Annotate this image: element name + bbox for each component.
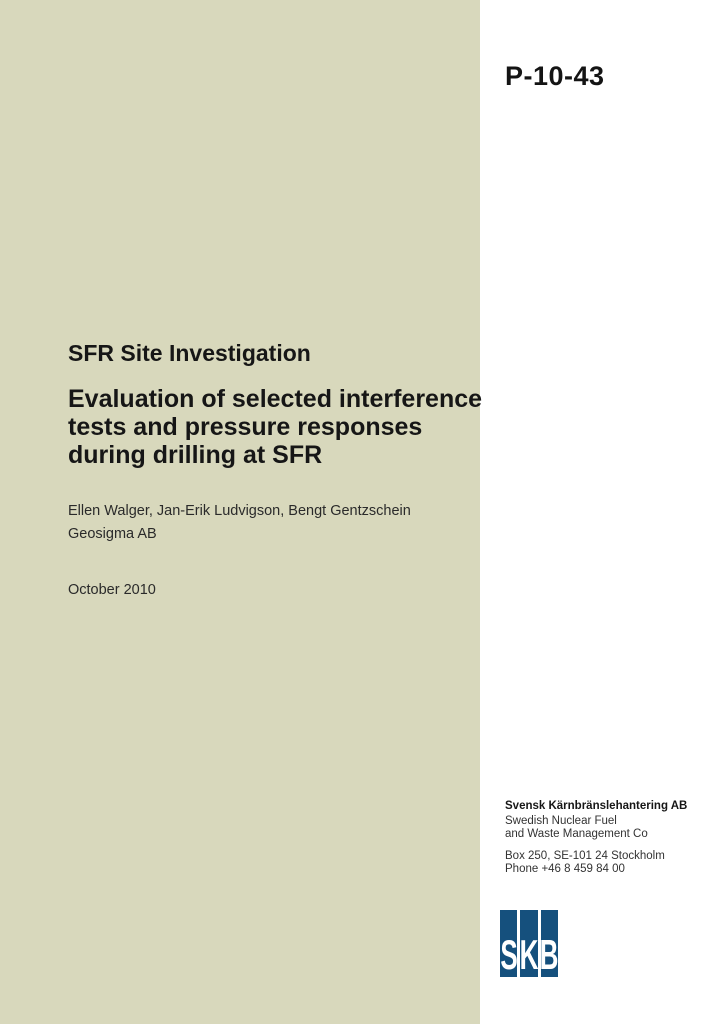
report-number: P-10-43: [505, 61, 605, 91]
skb-logo-letter-b: B: [539, 931, 559, 978]
report-title-line-1: Evaluation of selected interference: [68, 385, 483, 413]
skb-logo-bar-2: [520, 910, 537, 977]
skb-logo-letter-s: S: [499, 931, 518, 978]
publisher-name: Svensk Kärnbränslehantering AB: [505, 800, 688, 812]
skb-logo-bar-1: [500, 910, 517, 977]
report-title-line-2: tests and pressure responses: [68, 413, 423, 441]
publisher-address: [505, 850, 687, 877]
report-title-line-3: during drilling at SFR: [68, 441, 323, 469]
skb-logo-letter-k: K: [519, 931, 539, 978]
publisher-subtitle-line-1: Swedish Nuclear Fuel: [505, 814, 617, 827]
report-title: [68, 385, 482, 469]
authors-line: Ellen Walger, Jan-Erik Ludvigson, Bengt Gentzschein: [68, 503, 411, 519]
publisher-block: [505, 800, 687, 877]
publication-date: October 2010: [68, 582, 156, 598]
series-title: SFR Site Investigation: [68, 340, 311, 366]
publisher-address-line-2: Phone +46 8 459 84 00: [505, 863, 625, 875]
affiliation: Geosigma AB: [68, 526, 157, 542]
skb-logo: [500, 910, 558, 977]
authors-block: [68, 500, 411, 546]
skb-logo-bar-3: [541, 910, 558, 977]
publisher-subtitle-line-2: and Waste Management Co: [505, 828, 648, 840]
publisher-address-line-1: Box 250, SE-101 24 Stockholm: [505, 849, 665, 862]
